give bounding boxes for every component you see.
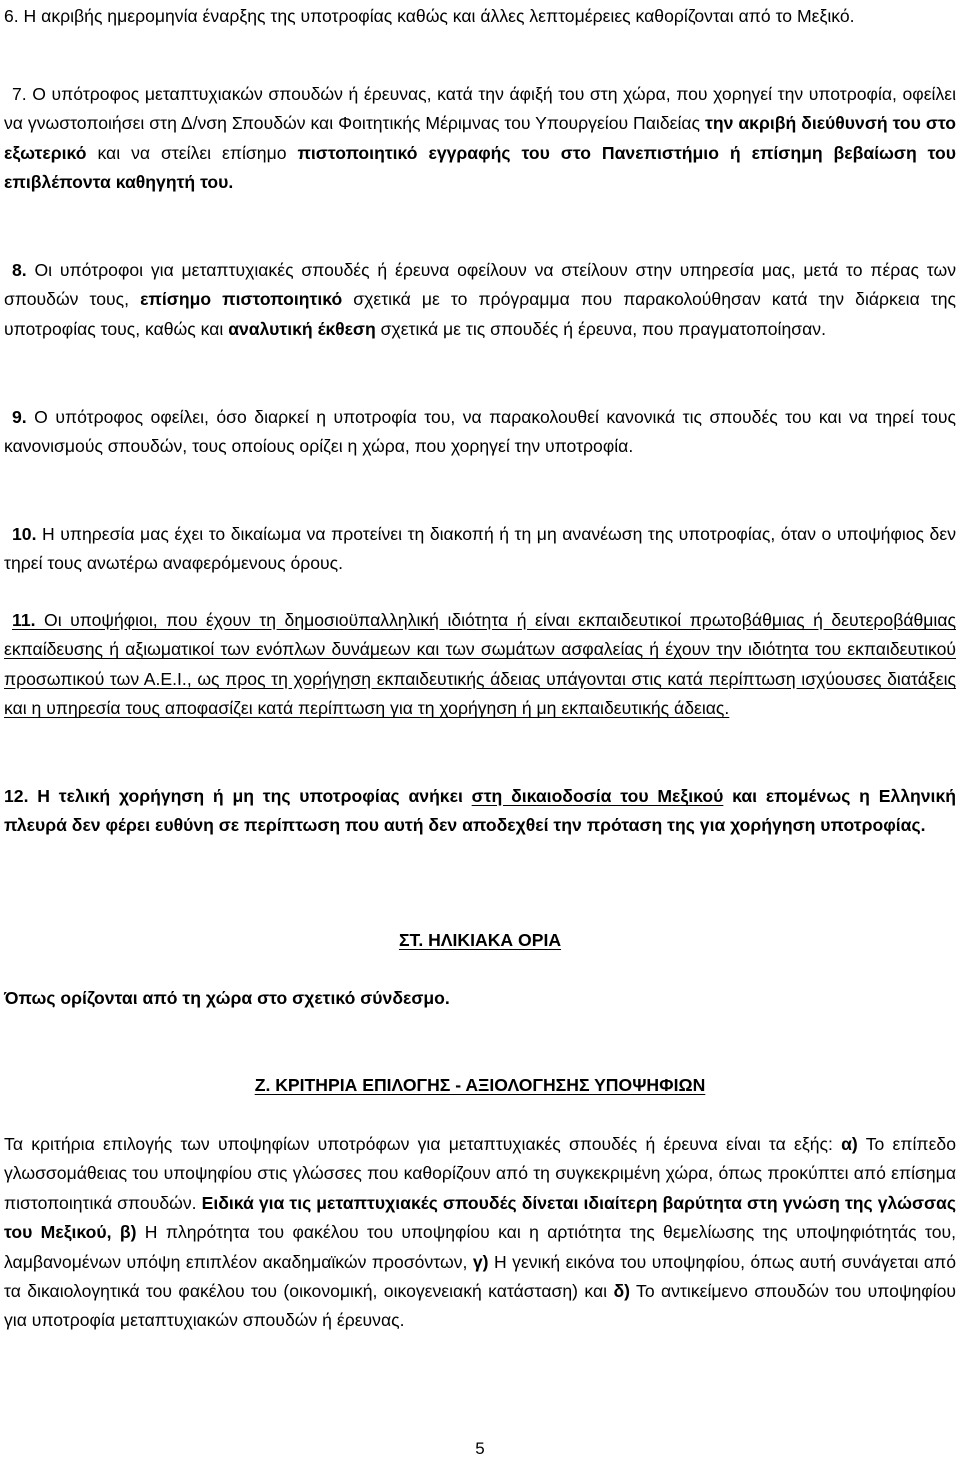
item-12-paragraph [4,782,956,841]
criteria-bold-a: α) [841,1134,858,1154]
item-8-bold-report: αναλυτική έκθεση [228,318,376,339]
item-7-bold-certificate: πιστοποιητικό εγγραφής του στο Πανεπιστήμιο ή επίσημη βεβαίωση του επιβλέποντα καθηγητή του. [4,142,956,193]
item-9-text: Ο υπότροφος οφείλει, όσο διαρκεί η υποτροφία του, να παρακολουθεί κανονικά τις σπουδές του και να τηρεί τους κανονισμούς σπουδών, τους οποίους ορίζει η χώρα, που χορηγεί την υποτροφία. [4,407,956,457]
item-8-text-2: σχετικά με το πρόγραμμα που παρακολούθησαν κατά την διάρκεια της υποτροφίας τους, καθώς και [4,289,957,339]
criteria-text-1: Τα κριτήρια επιλογής των υποψηφίων υποτρόφων για μεταπτυχιακές σπουδές ή έρευνα είναι τα εξής: [4,1134,842,1154]
item-12-text-1: 12. Η τελική χορήγηση ή μη της υποτροφίας ανήκει [4,786,472,806]
page-number: 5 [475,1439,485,1458]
criteria-bold-language: Ειδικά για τις μεταπτυχιακές σπουδές δίνεται ιδιαίτερη βαρύτητα στη γνώση της γλώσσας του Μεξικού, β) [4,1192,956,1243]
criteria-text-5: Το αντικείμενο σπουδών του υποψηφίου για υποτροφία μεταπτυχιακών σπουδών ή έρευνας. [4,1281,956,1331]
item-9-number: 9. [12,407,27,427]
item-11-text: Οι υποψήφιοι, που έχουν τη δημοσιοϋπαλληλική ιδιότητα ή είναι εκπαιδευτικοί πρωτοβάθμιας ή δευτεροβάθμιας εκπαίδευσης ή αξιωματικοί των ενόπλων δυνάμεων και των σωμάτων ασφαλείας ή έχουν την ιδιότητα του εκπαιδευτικού προσωπικού των Α.Ε.Ι., ως προς τη χορήγηση εκπαιδευτικής άδειας υπάγονται στις κατά περίπτωση ισχύουσες διατάξεις και η υπηρεσία τους αποφασίζει κατά περίπτωση για τη χορήγηση ή μη εκπαιδευτικής άδειας. [4,610,956,719]
item-6-paragraph [4,2,956,31]
item-11-number: 11. [12,610,36,630]
criteria-text-3: Η πληρότητα του φακέλου του υποψηφίου και η αρτιότητα της θεμελίωσης της υποψηφιότητάς του, λαμβανομένων υπόψη επιπλέον ακαδημαϊκών προσόντων, [4,1222,956,1272]
item-12-jurisdiction: στη δικαιοδοσία του Μεξικού [471,786,724,806]
item-8-paragraph [4,256,956,344]
criteria-text-2: Το επίπεδο γλωσσομάθειας του υποψηφίου στις γλώσσες που καθορίζουν από τη συγκεκριμένη χώρα, όπως προκύπτει από επίσημα πιστοποιητικά σπουδών. [4,1134,956,1213]
criteria-text-4: Η γενική εικόνα του υποψηφίου, όπως αυτή συνάγεται από τα δικαιολογητικά του φακέλου του (οικονομική, οικογενειακή κατάσταση) και [4,1251,956,1302]
item-9-paragraph [4,403,956,462]
section-age-limits-text [4,984,956,1013]
item-8-number: 8. [12,260,27,280]
item-7-paragraph [4,80,956,198]
item-6-text: 6. Η ακριβής ημερομηνία έναρξης της υποτροφίας καθώς και άλλες λεπτομέρειες καθορίζονται από το Μεξικό. [4,6,855,26]
item-10-paragraph [4,520,956,579]
item-12-text-2: και επομένως η Ελληνική πλευρά δεν φέρει ευθύνη σε περίπτωση που αυτή δεν αποδεχθεί την πρόταση της για χορήγηση υποτροφίας. [4,786,957,836]
item-10-number: 10. [12,524,37,544]
item-8-bold-certificate: επίσημο πιστοποιητικό [140,289,343,310]
item-8-text-3: σχετικά με τις σπουδές ή έρευνα, που πραγματοποίησαν. [375,318,826,339]
section-criteria-paragraph [4,1130,956,1336]
criteria-bold-c: γ) [472,1251,489,1272]
item-11-paragraph [4,606,956,724]
item-8-text-1: Οι υπότροφοι για μεταπτυχιακές σπουδές ή έρευνα οφείλουν να στείλουν στην υπηρεσία μας, μετά το πέρας των σπουδών τους, [4,260,956,310]
age-limits-text: Όπως ορίζονται από τη χώρα στο σχετικό σύνδεσμο. [4,988,450,1008]
section-criteria-heading: Ζ. ΚΡΙΤΗΡΙΑ ΕΠΙΛΟΓΗΣ - ΑΞΙΟΛΟΓΗΣΗΣ ΥΠΟΨΗΦΙΩΝ [254,1075,706,1095]
item-10-text: Η υπηρεσία μας έχει το δικαίωμα να προτείνει τη διακοπή ή τη μη ανανέωση της υποτροφίας, όταν ο υποψήφιος δεν τηρεί τους ανωτέρω αναφερόμενους όρους. [4,524,956,574]
item-7-text-1: 7. Ο υπότροφος μεταπτυχιακών σπουδών ή έρευνας, κατά την άφιξή του στη χώρα, που χορηγεί την υποτροφία, οφείλει να γνωστοποιήσει στη Δ/νση Σπουδών και Φοιτητικής Μέριμνας του Υπουργείου Παιδείας [4,84,956,134]
item-7-bold-address: την ακριβή διεύθυνσή του στο εξωτερικό [4,113,957,163]
item-7-text-2: και να στείλει επίσημο [86,142,298,163]
section-age-limits-heading: ΣΤ. ΗΛΙΚΙΑΚΑ ΟΡΙΑ [398,930,562,950]
criteria-bold-d: δ) [613,1281,630,1302]
